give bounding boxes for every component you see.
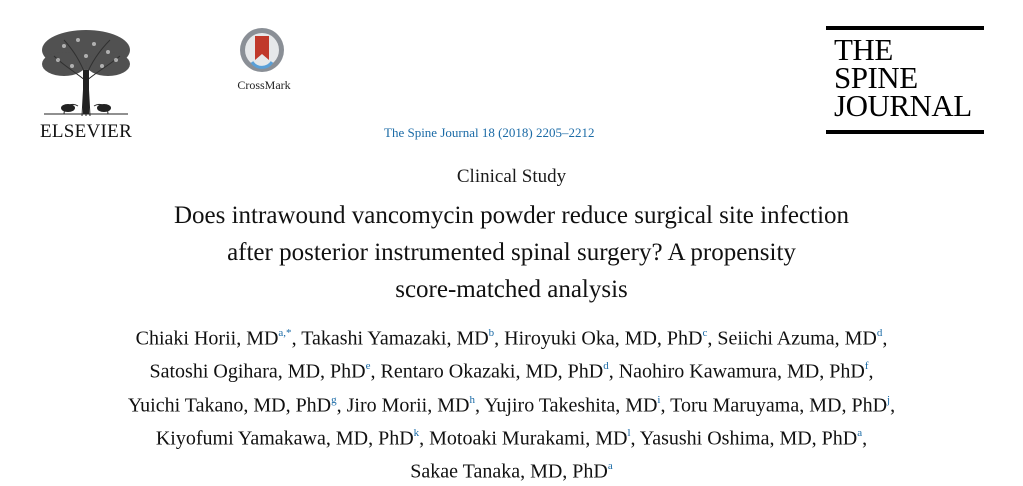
title-line: after posterior instrumented spinal surgery? A propensity xyxy=(227,239,796,266)
crossmark-icon xyxy=(238,26,286,74)
author-line xyxy=(20,453,1003,486)
publisher-name: ELSEVIER xyxy=(39,121,133,142)
masthead-bottom-rule xyxy=(826,130,984,134)
author-name[interactable]: Jiro Morii, MD xyxy=(346,394,470,417)
masthead-line: JOURNAL xyxy=(834,88,972,123)
affiliation-marker-link[interactable]: k xyxy=(413,426,420,439)
crossmark-badge[interactable] xyxy=(232,26,296,96)
author-name[interactable]: Toru Maruyama, MD, PhD xyxy=(670,394,888,417)
author-line: Chiaki Horii, MD$^{a,*}$, Takashi Yamazaki, MD$^b$, Hiroyuki Oka, MD, PhD$^c$, Seiichi Azuma, MD$^d$, xyxy=(135,327,888,350)
affiliation-marker-link[interactable]: f xyxy=(864,360,869,373)
author-name[interactable]: Hiroyuki Oka, MD, PhD xyxy=(504,327,703,350)
author-name[interactable]: Naohiro Kawamura, MD, PhD xyxy=(618,360,865,383)
author-line: Yuichi Takano, MD, PhD$^g$, Jiro Morii, MD$^h$, Yujiro Takeshita, MD$^i$, Toru Maruyama, MD, PhD$^j$, xyxy=(127,393,896,417)
author-name[interactable]: Sakae Tanaka, MD, PhD xyxy=(410,460,608,483)
masthead-top-rule xyxy=(826,26,984,30)
title-line: Does intrawound vancomycin powder reduce surgical site infection xyxy=(173,202,850,229)
affiliation-marker-link[interactable]: b xyxy=(488,327,495,339)
author-list xyxy=(20,320,1003,486)
affiliation-marker-link[interactable]: a xyxy=(607,460,613,472)
masthead-line: SPINE xyxy=(834,60,918,95)
crossmark-label: CrossMark xyxy=(237,78,291,92)
author-name[interactable]: Takashi Yamazaki, MD xyxy=(301,327,489,350)
affiliation-marker-link[interactable]: h xyxy=(469,393,475,406)
elsevier-tree-icon xyxy=(34,26,138,120)
affiliation-marker-link[interactable]: j xyxy=(887,393,891,406)
article-title xyxy=(60,197,963,308)
author-name[interactable]: Seiichi Azuma, MD xyxy=(717,327,877,350)
author-name[interactable]: Motoaki Murakami, MD xyxy=(429,427,628,450)
affiliation-marker-link[interactable]: d xyxy=(876,327,883,339)
author-name[interactable]: Rentaro Okazaki, MD, PhD xyxy=(380,360,604,383)
affiliation-marker-link[interactable]: a xyxy=(857,426,863,439)
author-name[interactable]: Yasushi Oshima, MD, PhD xyxy=(639,427,858,450)
author-line: Kiyofumi Yamakawa, MD, PhD$^k$, Motoaki Murakami, MD$^l$, Yasushi Oshima, MD, PhD$^a$, xyxy=(155,426,868,450)
masthead-line: THE xyxy=(834,32,893,67)
author-name[interactable]: Chiaki Horii, MD xyxy=(135,327,279,350)
journal-citation-link[interactable]: The Spine Journal 18 (2018) 2205–2212 xyxy=(384,125,595,140)
author-line: Satoshi Ogihara, MD, PhD$^e$, Rentaro Okazaki, MD, PhD$^d$, Naohiro Kawamura, MD, PhD$^f$, xyxy=(149,360,874,383)
author-name[interactable]: Yujiro Takeshita, MD xyxy=(484,394,658,417)
elsevier-logo[interactable] xyxy=(34,26,138,146)
affiliation-marker-link[interactable]: i xyxy=(657,393,661,406)
affiliation-marker-link[interactable]: l xyxy=(627,426,631,439)
affiliation-marker-link[interactable]: d xyxy=(603,360,609,373)
article-type: Clinical Study xyxy=(456,166,567,187)
journal-masthead[interactable] xyxy=(826,26,986,136)
author-name[interactable]: Satoshi Ogihara, MD, PhD xyxy=(149,360,366,383)
author-name[interactable]: Yuichi Takano, MD, PhD xyxy=(127,394,332,417)
author-name[interactable]: Kiyofumi Yamakawa, MD, PhD xyxy=(155,427,414,450)
affiliation-marker-link[interactable]: c xyxy=(702,327,708,339)
affiliation-marker-link[interactable]: g xyxy=(331,393,337,406)
affiliation-marker-link[interactable]: e xyxy=(365,360,371,373)
title-line: score-matched analysis xyxy=(395,276,628,303)
affiliation-marker-link[interactable]: a,* xyxy=(278,327,292,339)
